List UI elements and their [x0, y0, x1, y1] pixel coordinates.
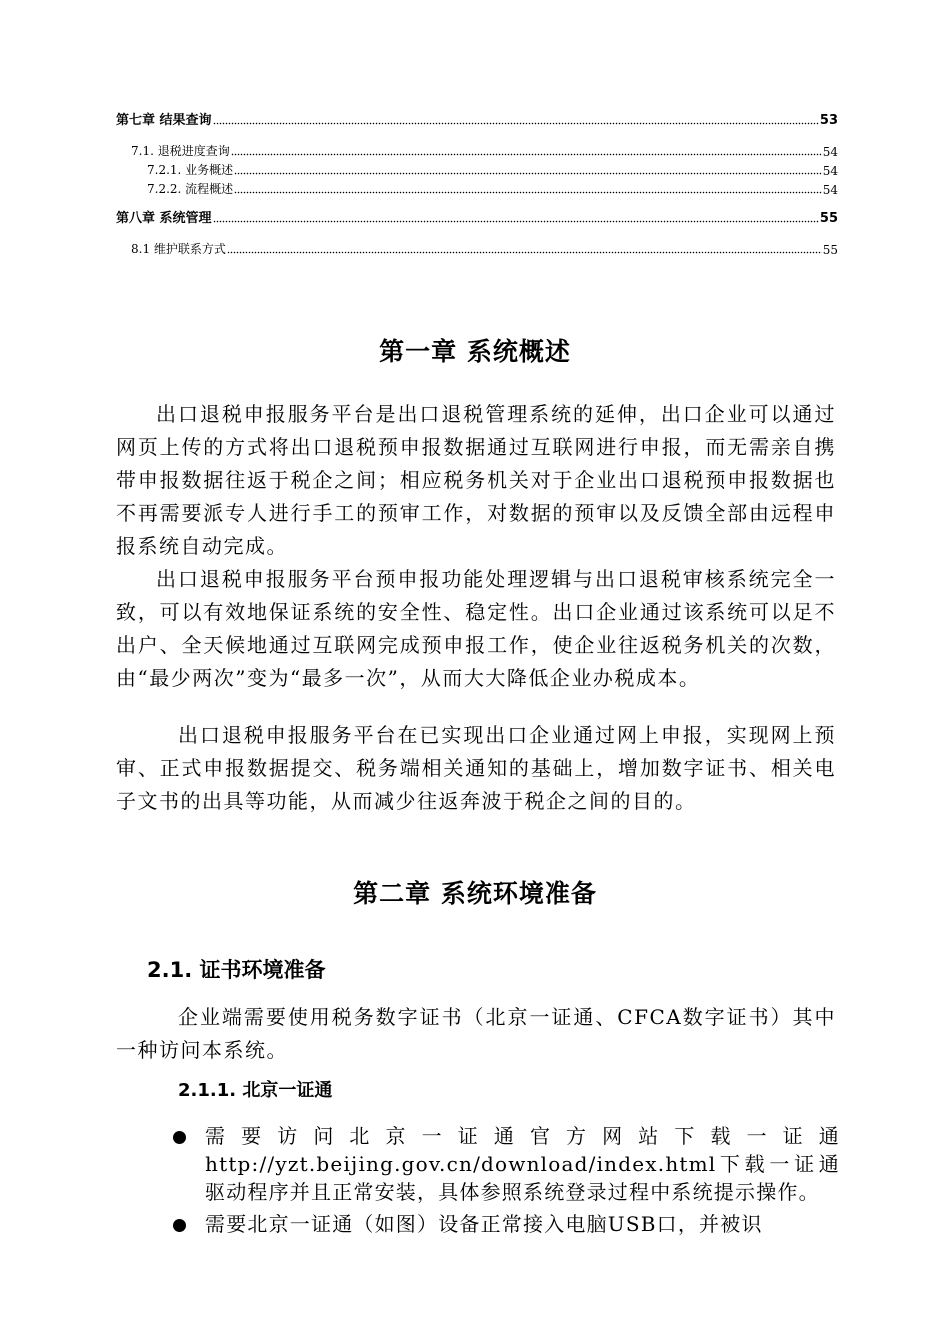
- bullet-item: [168, 1122, 840, 1206]
- chapter-title: 第二章 系统环境准备: [353, 879, 597, 908]
- toc-entry[interactable]: [0, 206, 950, 226]
- toc-label: 第七章 结果查询: [116, 113, 212, 128]
- toc-leader: [234, 155, 822, 175]
- toc-leader: [213, 105, 819, 125]
- toc-page-number: 54: [822, 145, 838, 159]
- toc-label: 7.1. 退税进度查询: [131, 144, 230, 158]
- section-heading: 2.1. 证书环境准备: [147, 958, 326, 982]
- toc-label: 第八章 系统管理: [116, 211, 212, 226]
- bullet-item: [168, 1210, 840, 1238]
- toc-label: 8.1 维护联系方式: [131, 242, 226, 256]
- toc-leader: [213, 203, 819, 223]
- toc-leader: [227, 234, 822, 254]
- bullet-list: [168, 1122, 840, 1242]
- body-paragraph: 出口退税申报服务平台在已实现出口企业通过网上申报，实现网上预审、正式申报数据提交、税务端相关通知的基础上，增加数字证书、相关电子文书的出具等功能，从而减少往返奔波于税企之间的目的。: [116, 723, 836, 813]
- toc-page-number: 54: [822, 164, 838, 178]
- bullet-icon: [173, 1131, 186, 1144]
- toc-entry[interactable]: [0, 237, 950, 257]
- toc-entry[interactable]: [0, 108, 950, 128]
- toc-page-number: 53: [819, 113, 838, 128]
- toc-page-number: 54: [822, 183, 838, 197]
- bullet-icon: [173, 1219, 186, 1232]
- toc-page-number: 55: [819, 211, 838, 226]
- toc-leader: [231, 136, 822, 156]
- toc-label: 7.2.1. 业务概述: [147, 163, 234, 177]
- body-paragraph: 出口退税申报服务平台是出口退税管理系统的延伸，出口企业可以通过网页上传的方式将出口退税预申报数据通过互联网进行申报，而无需亲自携带申报数据往返于税企之间；相应税务机关对于企业出口退税预申报数据也不再需要派专人进行手工的预审工作，对数据的预审以及反馈全部由远程申报系统自动完成。: [116, 402, 836, 558]
- body-paragraph: 出口退税申报服务平台预申报功能处理逻辑与出口退税审核系统完全一致，可以有效地保证系统的安全性、稳定性。出口企业通过该系统可以足不出户、全天候地通过互联网完成预申报工作，使企业往返税务机关的次数，由“最少两次”变为“最多一次”，从而大大降低企业办税成本。: [116, 567, 836, 690]
- body-paragraph: 企业端需要使用税务数字证书（北京一证通、CFCA数字证书）其中一种访问本系统。: [116, 1005, 836, 1062]
- subsection-heading: 2.1.1. 北京一证通: [178, 1080, 333, 1101]
- toc-label: 7.2.2. 流程概述: [147, 182, 234, 196]
- toc-page-number: 55: [822, 243, 838, 257]
- bullet-text: 需要北京一证通（如图）设备正常接入电脑USB口，并被识: [205, 1212, 763, 1236]
- chapter-title: 第一章 系统概述: [379, 337, 571, 366]
- toc-leader: [234, 174, 822, 194]
- toc-entry[interactable]: [0, 177, 950, 197]
- bullet-text: 需要访问北京一证通官方网站下载一证通 http://yzt.beijing.gov.cn/download/index.html下载一证通驱动程序并且正常安装，具体参照系统登录过程中系统提示操作。: [205, 1124, 840, 1204]
